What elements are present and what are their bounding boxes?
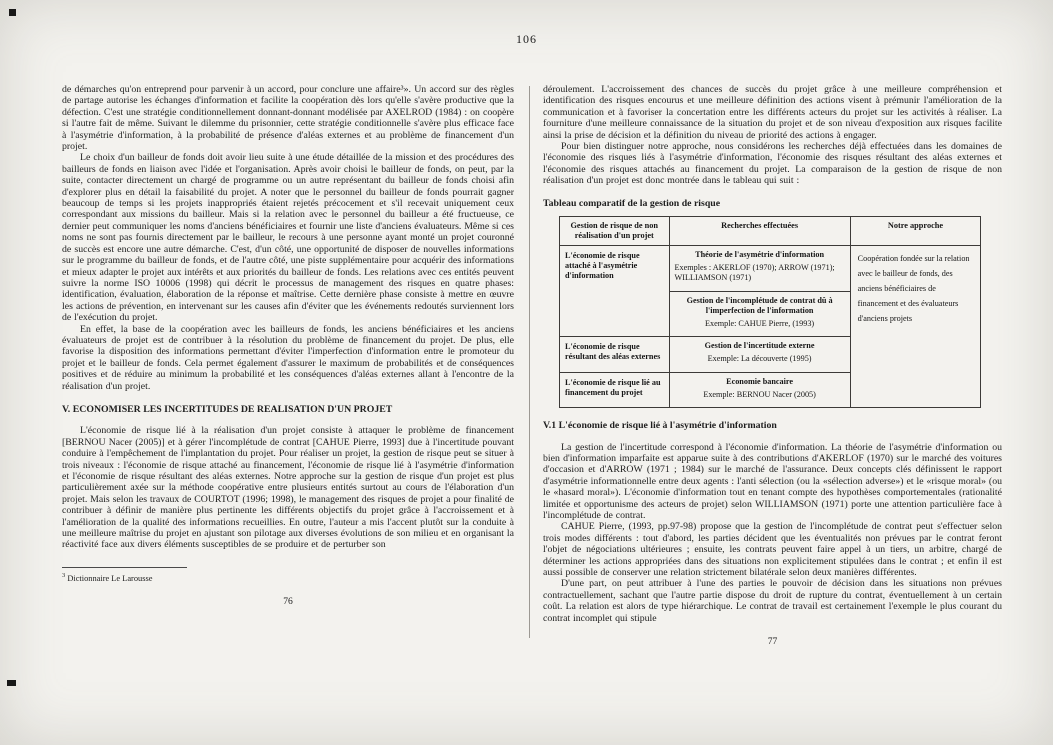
research-example: Exemples : AKERLOF (1970); ARROW (1971); WILLIAMSON (1971) xyxy=(674,263,835,283)
scan-artifact-mark xyxy=(7,680,16,686)
paragraph: D'une part, on peut attribuer à l'une des parties le pouvoir de décision dans les situations non prévues contractuellement, sachant que l'autre partie dispose du droit de rupture du contrat, éventuellement à un certain coût. La relation est alors de type hiérarchique. Le contrat de travail est certainement l'exemple le plus courant du contrat incomplet qui stipule xyxy=(543,578,1002,624)
section-heading: V. ECONOMISER LES INCERTITUDES DE REALISATION D'UN PROJET xyxy=(62,403,393,415)
paragraph: L'économie de risque lié à la réalisation d'un projet consiste à attaquer le problème de financement [BERNOU Nacer (2005)] et à gérer l'incomplétude de contrat [CAHUE Pierre, 1993] due à l'incertitude pouvant conduire à l'empêchement de l'implantation du projet. Pour réaliser un projet, la gestion de risque peut se situer à trois niveaux : l'économie de risque attaché au financement, l'économie de risque lié à l'asymétrie d'information et l'économie de risque résultant des aléas externes. Notre approche sur la gestion de risque d'un projet est plus particulièrement axée sur la méthode coopérative entre plusieurs entités surtout au cours de l'élaboration d'un projet. Mais selon les travaux de COURTOT (1996; 1998), le management des risques de projet a pour finalité de contribuer à définir de manière plus pertinente les différents objectifs du projet grâce à l'accroissement et à l'amélioration de la qualité des informations recueillies. En outre, l'auteur a mis l'accent plutôt sur la conduite à une meilleure maîtrise du projet en ajustant son pilotage aux diverses évolutions de son milieu et en organisant la réactivité face aux divers éléments susceptibles de se produire et de perturber son xyxy=(62,425,514,551)
footnote xyxy=(62,571,514,584)
page-number-left: 76 xyxy=(283,595,293,607)
paragraph: de démarches qu'on entreprend pour parvenir à un accord, pour conclure une affaire³». Un accord sur des règles de partage autorise les échanges d'information et facilite la coopération dès lors qu'elle s'avère productive que la défection. C'est une stratégie conditionnellement donnant-donnant modélisée par AXELROD (1984) : on coopère si l'autre fait de même. Suivant le dilemme du prisonnier, cette stratégie conditionnelle s'avère plus efficace face à l'asymétrie d'information, à la probabilité de présence d'aléas externes et au problème de financement d'un projet. xyxy=(62,84,514,153)
research-example: Exemple: La découverte (1995) xyxy=(707,354,812,364)
scan-artifact-mark xyxy=(9,9,16,16)
research-subcell xyxy=(670,291,850,337)
research-example: Exemple: CAHUE Pierre, (1993) xyxy=(705,319,815,329)
table-cell-category: L'économie de risque attaché à l'asymétrie d'information xyxy=(560,246,670,337)
table-cell-research xyxy=(669,337,850,372)
paragraph: Pour bien distinguer notre approche, nous considérons les recherches déjà effectuées dans les domaines de l'économie des risques liés à l'asymétrie d'information, l'économie des risques résultant des aléas externes et l'économie des risques attachés au financement du projet. La comparaison de la gestion de risque de non réalisation d'un projet est donc montrée dans le tableau qui suit : xyxy=(543,141,1002,187)
research-subcell xyxy=(670,246,850,291)
table-cell-research xyxy=(669,372,850,407)
research-title: Gestion de l'incomplétude de contrat dû à l'imperfection de l'information xyxy=(686,295,833,315)
page-number-right: 77 xyxy=(767,636,778,647)
table-header-cell: Gestion de risque de non réalisation d'un projet xyxy=(560,216,670,245)
table-cell-approach: Coopération fondée sur la relation avec le bailleur de fonds, des anciens bénéficiaires de financement et des évaluateurs d'anciens projets xyxy=(850,246,981,408)
paragraph: La gestion de l'incertitude correspond à l'économie d'information. La théorie de l'asymétrie d'information ou bien d'information imparfaite est apparue suite à des contributions d'AKERLOF (1970) sur le marché des voitures d'occasion et d'ARROW (1971 ; 1984) sur le marché de l'assurance. Deux concepts clés définissent le rapport d'asymétrie informationnelle entre deux agents : l'anti sélection (ou la «sélection adverse») et le «risque moral» (ou le «hasard moral»). L'économie d'information tout en tenant compte des hypothèses comportementales (rationalité limitée et opportunisme des acteurs de projet) selon WILLIAMSON (1971) porte une attention particulière face à l'incomplétude de contrat. xyxy=(543,441,1002,521)
table-header-row xyxy=(560,216,981,245)
research-title: Théorie de l'asymétrie d'information xyxy=(695,250,825,260)
page-fold-divider xyxy=(529,86,530,638)
risk-comparison-table xyxy=(559,216,981,408)
footnote-divider xyxy=(62,567,187,568)
table-cell-category: L'économie de risque résultant des aléas externes xyxy=(560,337,670,372)
section-heading: V.1 L'économie de risque lié à l'asymétrie d'information xyxy=(543,420,777,432)
table-title: Tableau comparatif de la gestion de risque xyxy=(543,197,721,209)
left-page xyxy=(62,84,514,607)
research-subcell xyxy=(670,373,850,407)
footnote-text: Dictionnaire Le Larousse xyxy=(67,573,153,583)
table-row xyxy=(560,246,981,337)
research-title: Gestion de l'incertitude externe xyxy=(704,341,815,351)
table-cell-category: L'économie de risque lié au financement du projet xyxy=(560,372,670,407)
table-cell-research xyxy=(669,246,850,337)
paragraph: Le choix d'un bailleur de fonds doit avoir lieu suite à une étude détaillée de la mission et des procédures des bailleurs de fonds en liaison avec l'idée et l'organisation. Après avoir choisi le bailleur de fonds, on peut, par la suite, contacter directement un chargé de programme ou un autre représentant du bailleur de fonds choisi afin d'explorer plus en détail la faisabilité du projet. A noter que le personnel du bailleur de fonds pourrait gagner beaucoup de temps si les projets inappropriés étaient rejetés précocement et s'il recevait uniquement ceux correspondant aux missions du bailleur. Mais si la relation avec le personnel du bailleur a été fructueuse, ce dernier peut communiquer les noms d'anciens bénéficiaires et fournir une liste d'anciens évaluateurs. Même si ces noms ne sont pas fournis directement par le bailleur, le recours à une personne ayant monté un projet couronné de succès est encore une autre démarche. C'est, d'un côté, une opportunité de disposer de nouvelles informations sur le programme du bailleur de fonds, et de l'autre côté, une piste supplémentaire pour acquérir des informations et mieux adapter le projet aux intérêts et aux priorités du bailleur de fonds. Les relations avec ces entités peuvent suivre la norme ISO 10006 (1998) qui décrit le processus de management des risques en quatre phases: identification, évaluation, élaboration de la réponse et maîtrise. Cette dernière phase consiste à mettre en œuvre les actions de prévention, en intervenant sur les causes afin d'éviter que les événements redoutés surviennent lors de l'exécution du projet. xyxy=(62,152,514,324)
table-header-cell: Notre approche xyxy=(850,216,981,245)
paragraph: déroulement. L'accroissement des chances de succès du projet grâce à une meilleure compréhension et identification des risques encourus et une meilleure définition des actions visent à prémunir l'amélioration de la communication et à favoriser la concertation entre les différents acteurs du projet sur les activités à réaliser. La fourniture d'une meilleure connaissance de la situation du projet et de son niveau d'exposition aux risques facilite ainsi la prise de décision et la définition du niveau de priorité des actions à engager. xyxy=(543,84,1002,141)
research-title: Economie bancaire xyxy=(726,376,794,386)
footnote-marker: 3 xyxy=(62,571,66,579)
research-example: Exemple: BERNOU Nacer (2005) xyxy=(703,389,816,399)
table-header-cell: Recherches effectuées xyxy=(669,216,850,245)
book-page-number: 106 xyxy=(516,32,537,46)
paragraph: En effet, la base de la coopération avec les bailleurs de fonds, les anciens bénéficiaires et les anciens évaluateurs de projet est de contribuer à la résolution du problème de financement du projet. De plus, elle favorise la disposition des informations permettant d'éviter l'imperfection d'information entre le promoteur du projet et le bailleur de fonds. Cela permet également d'assurer le maximum de probabilités et de conséquences positives et de réduire au minimum la probabilité et les conséquences d'aléas externes allant à l'encontre de la réalisation d'un projet. xyxy=(62,323,514,392)
paragraph: CAHUE Pierre, (1993, pp.97-98) propose que la gestion de l'incomplétude de contrat peut s'effectuer selon trois modes différents : tout d'abord, les parties décident que les éventualités non prévues par le contrat feront l'objet de négociations ultérieures ; ensuite, les contrats peuvent faire appel à un tiers, un arbitre, chargé de déterminer les actions appropriées dans des situations non explicitement stipulées dans le contrat ; et enfin il est aussi possible de conserver une relation strictement bilatérale selon deux manières différentes. xyxy=(543,521,1002,578)
research-subcell xyxy=(670,337,850,371)
right-page xyxy=(543,84,1002,647)
